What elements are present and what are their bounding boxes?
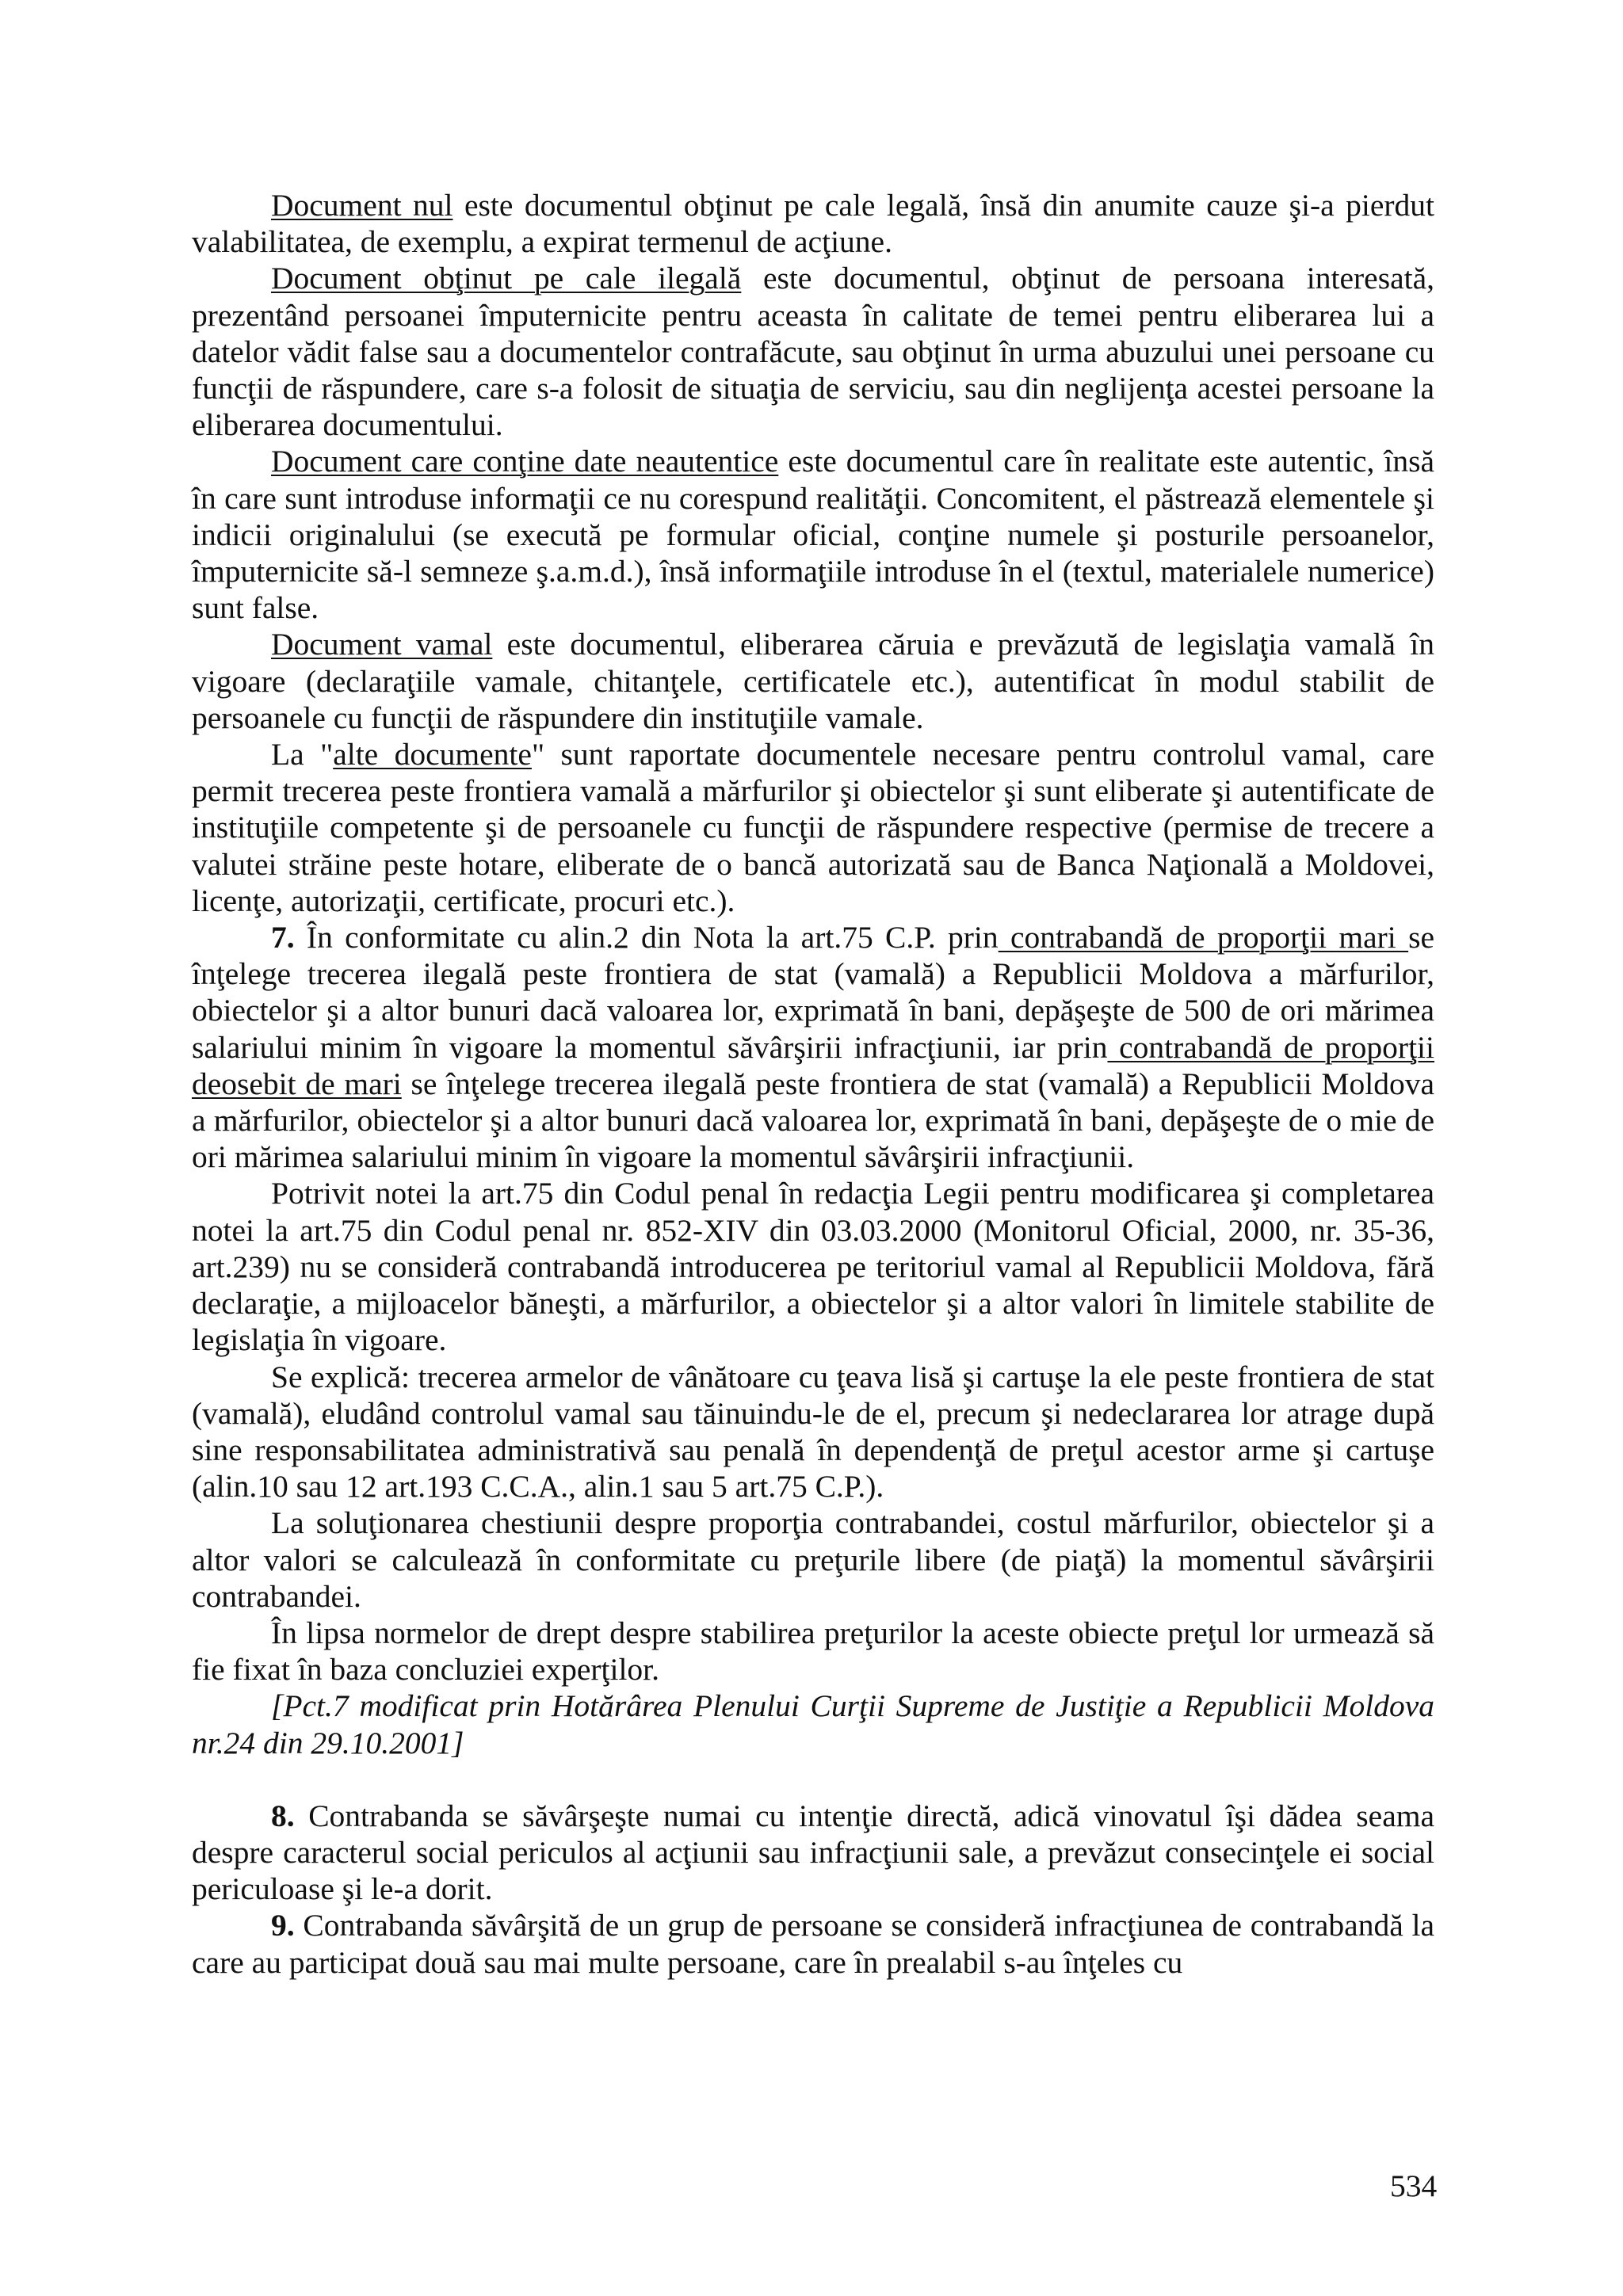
text-run: se înţelege trecerea ilegală peste frontiera de stat (vamală) a Republicii Moldova a mărfurilor, obiectelor şi a altor bunuri dacă valoarea lor, exprimată în bani, depăşeşte de 500 de ori mărimea salariului minim în vigoare la momentul săvârşirii infracţiunii, iar prin — [192, 920, 1434, 1065]
text-run: Potrivit notei la art.75 din Codul penal în redacţia Legii pentru modificarea şi completarea notei la art.75 din Codul penal nr. 852-XIV din 03.03.2000 (Monitorul Oficial, 2000, nr. 35-36, art.239) nu se consideră contrabandă introducerea pe teritoriul vamal al Republicii Moldova, fără declaraţie, a mijloacelor băneşti, a mărfurilor, a obiectelor şi a altor valori în limitele stabilite de legislaţia în vigoare. — [192, 1176, 1434, 1358]
paragraph-p12 — [192, 1798, 1434, 1908]
text-run: La " — [271, 737, 334, 772]
defined-term: Document obţinut pe cale ilegală — [271, 261, 742, 296]
paragraph-p13 — [192, 1907, 1434, 1980]
document-body — [192, 187, 1434, 1981]
paragraph-p3 — [192, 443, 1434, 626]
defined-term: alte documente — [333, 737, 532, 772]
defined-term: Document vamal — [271, 627, 493, 662]
page-number: 534 — [1390, 2168, 1438, 2203]
paragraph-p11 — [192, 1688, 1434, 1760]
paragraph-p8 — [192, 1359, 1434, 1505]
paragraph-p9 — [192, 1505, 1434, 1615]
paragraph-p10 — [192, 1615, 1434, 1688]
text-run: Contrabanda săvârşită de un grup de persoane se consideră infracţiunea de contrabandă la care au participat două sau mai multe persoane, care în prealabil s-au înţeles cu — [192, 1908, 1434, 1980]
text-run: se înţelege trecerea ilegală peste frontiera de stat (vamală) a Republicii Moldova a mărfurilor, obiectelor şi a altor bunuri dacă valoarea lor, exprimată în bani, depăşeşte de o mie de ori mărimea salariului minim în vigoare la momentul săvârşirii infracţiunii. — [192, 1066, 1434, 1175]
text-run: Contrabanda se săvârşeşte numai cu intenţie directă, adică vinovatul îşi dădea seama despre caracterul social periculos al acţiunii sau infracţiunii sale, a prevăzut consecinţele ei social periculoase şi le-a dorit. — [192, 1798, 1434, 1907]
point-number: 9. — [271, 1908, 295, 1943]
point-number: 7. — [271, 920, 295, 955]
defined-term: contrabandă de proporţii deosebit de mari — [192, 1029, 1434, 1101]
paragraph-p1 — [192, 187, 1434, 260]
defined-term: Document care conţine date neautentice — [271, 444, 779, 479]
paragraph-p5 — [192, 736, 1434, 919]
text-run: " sunt raportate documentele necesare pentru controlul vamal, care permit trecerea peste frontiera vamală a mărfurilor şi obiectelor şi sunt eliberate şi autentificate de instituţiile competente şi de persoanele cu funcţii de răspundere respective (permise de trecere a valutei străine peste hotare, eliberate de o bancă autorizată sau de Banca Naţională a Moldovei, licenţe, autorizaţii, certificate, procuri etc.). — [192, 737, 1434, 918]
point-number: 8. — [271, 1798, 295, 1833]
text-run: este documentul obţinut pe cale legală, însă din anumite cauze şi-a pierdut valabilitatea, de exemplu, a expirat termenul de acţiune. — [192, 188, 1434, 260]
text-run: este documentul, eliberarea căruia e prevăzută de legislaţia vamală în vigoare (declaraţiile vamale, chitanţele, certificatele etc.), autentificat în modul stabilit de persoanele cu funcţii de răspundere din instituţiile vamale. — [192, 627, 1434, 735]
text-run: În conformitate cu alin.2 din Nota la art.75 C.P. prin — [294, 920, 999, 955]
text-run: La soluţionarea chestiunii despre proporţia contrabandei, costul mărfurilor, obiectelor şi a altor valori se calculează în conformitate cu preţurile libere (de piaţă) la momentul săvârşirii contrabandei. — [192, 1505, 1434, 1614]
paragraph-p7 — [192, 1175, 1434, 1358]
paragraph-p4 — [192, 626, 1434, 736]
defined-term: Document nul — [271, 188, 453, 223]
text-run: Se explică: trecerea armelor de vânătoare cu ţeava lisă şi cartuşe la ele peste frontiera de stat (vamală), eludând controlul vamal sau tăinuindu-le de el, precum şi nedeclararea lor atrage după sine responsabilitatea administrativă sau penală în dependenţă de preţul acestor arme şi cartuşe (alin.10 sau 12 art.193 C.C.A., alin.1 sau 5 art.75 C.P.). — [192, 1359, 1434, 1505]
paragraph-p6 — [192, 919, 1434, 1175]
defined-term: contrabandă de proporţii mari — [998, 920, 1409, 955]
text-run: În lipsa normelor de drept despre stabilirea preţurilor la aceste obiecte preţul lor urmează să fie fixat în baza concluziei experţilor. — [192, 1615, 1434, 1688]
text-run: este documentul care în realitate este autentic, însă în care sunt introduse informaţii ce nu corespund realităţii. Concomitent, el păstrează elementele şi indicii originalului (se execută pe formular oficial, conţine numele şi posturile persoanelor, împuternicite să-l semneze ş.a.m.d.), însă informaţiile introduse în el (textul, materialele numerice) sunt false. — [192, 444, 1434, 626]
text-run: este documentul, obţinut de persoana interesată, prezentând persoanei împuternicite pentru aceasta în calitate de temei pentru eliberarea lui a datelor vădit false sau a documentelor contrafăcute, sau obţinut în urma abuzului unei persoane cu funcţii de răspundere, care s-a folosit de situaţia de serviciu, sau din neglijenţa acestei persoane la eliberarea documentului. — [192, 261, 1434, 443]
paragraph-p2 — [192, 260, 1434, 443]
amendment-note: [Pct.7 modificat prin Hotărârea Plenului Curţii Supreme de Justiţie a Republicii Moldova nr.24 din 29.10.2001] — [192, 1688, 1434, 1760]
